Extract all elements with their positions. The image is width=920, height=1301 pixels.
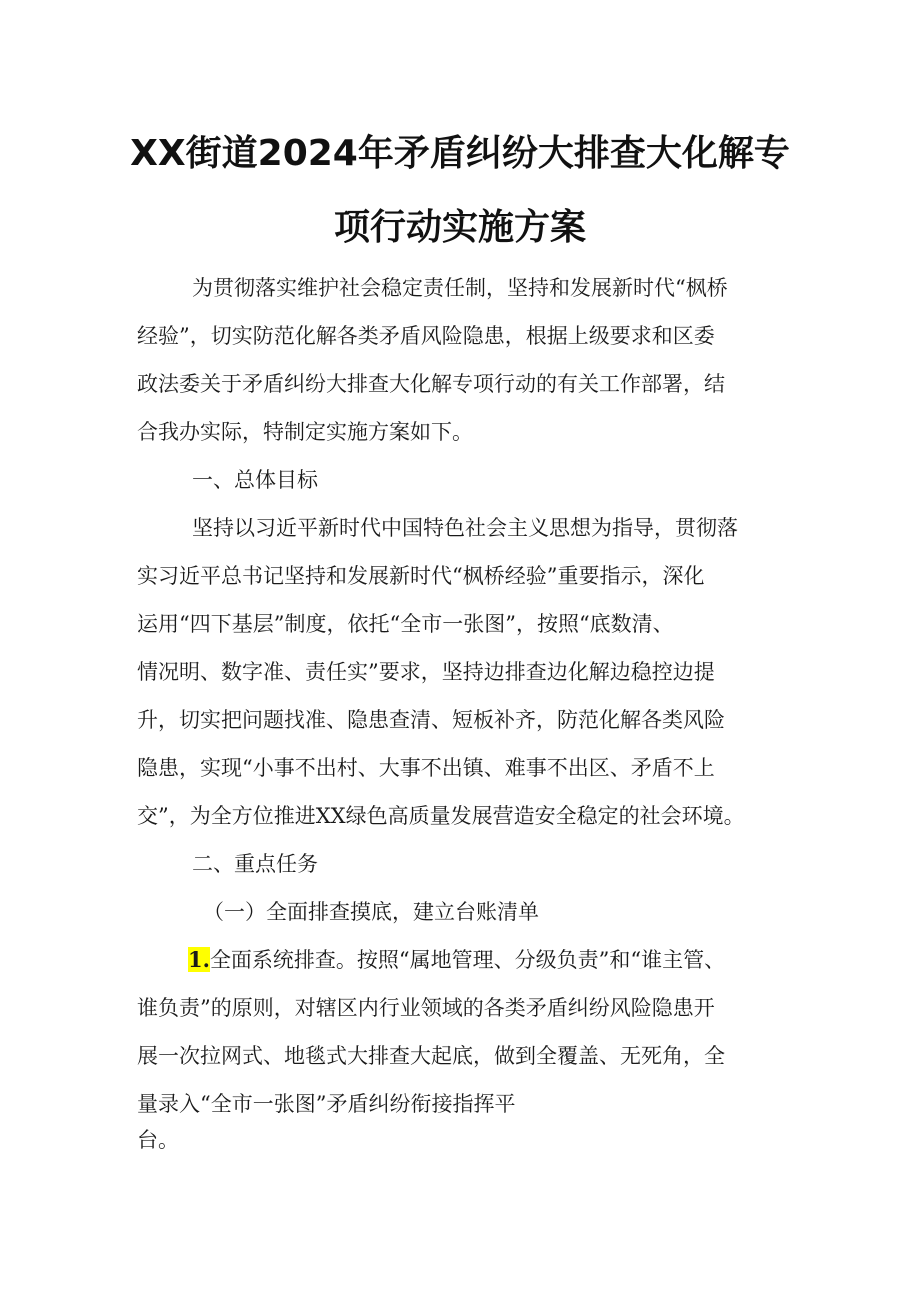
intro-line-2: 经验”，切实防范化解各类矛盾风险隐患，根据上级要求和区委 — [137, 324, 715, 348]
section-1-line-7: 交”，为全方位推进XX绿色高质量发展营造安全稳定的社会环境。 — [137, 804, 745, 828]
section-1-line-2: 实习近平总书记坚持和发展新时代“枫桥经验”重要指示，深化 — [137, 564, 705, 588]
intro-line-1: 为贯彻落实维护社会稳定责任制，坚持和发展新时代“枫桥 — [192, 276, 728, 300]
section-1-line-5: 升，切实把问题找准、隐患查清、短板补齐，防范化解各类风险 — [137, 708, 725, 732]
document-title-line-1: XX街道2024年矛盾纠纷大排查大化解专 — [130, 133, 790, 174]
item-1-line-3: 展一次拉网式、地毯式大排查大起底，做到全覆盖、无死角，全 — [137, 1044, 725, 1068]
subsection-1-heading: （一）全面排查摸底，建立台账清单 — [203, 900, 539, 924]
section-1-line-6: 隐患，实现“小事不出村、大事不出镇、难事不出区、矛盾不上 — [137, 756, 715, 780]
item-1-number-highlight: 1. — [188, 947, 210, 972]
intro-line-3: 政法委关于矛盾纠纷大排查大化解专项行动的有关工作部署，结 — [137, 372, 725, 396]
section-1-line-4: 情况明、数字准、责任实”要求，坚持边排查边化解边稳控边提 — [137, 660, 715, 684]
section-1-heading: 一、总体目标 — [192, 468, 318, 492]
section-1-line-3: 运用“四下基层”制度，依托“全市一张图”，按照“底数清、 — [137, 612, 674, 636]
item-1-line-2: 谁负责”的原则，对辖区内行业领域的各类矛盾纠纷风险隐患开 — [137, 996, 715, 1020]
item-1-line-5: 台。 — [137, 1128, 179, 1152]
document-title-line-2: 项行动实施方案 — [333, 207, 586, 248]
section-2-heading: 二、重点任务 — [192, 852, 318, 876]
item-1-line-1-text: 全面系统排查。按照“属地管理、分级负责”和“谁主管、 — [209, 948, 726, 972]
item-1-line-1 — [188, 948, 725, 972]
section-1-line-1: 坚持以习近平新时代中国特色社会主义思想为指导，贯彻落 — [192, 516, 738, 540]
intro-line-4: 合我办实际，特制定实施方案如下。 — [137, 420, 473, 444]
item-1-line-4: 量录入“全市一张图”矛盾纠纷衔接指挥平 — [137, 1092, 516, 1116]
